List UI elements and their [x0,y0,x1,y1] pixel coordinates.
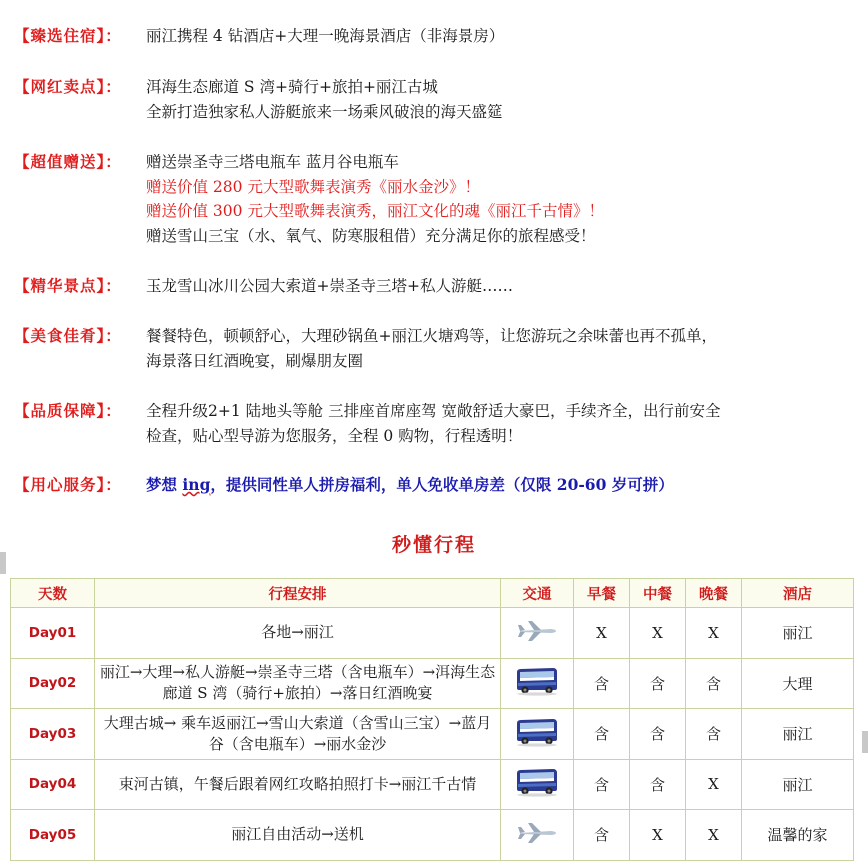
table-row [11,658,854,709]
feature-label: 【品质保障】： [14,401,122,420]
feature-label: 【臻选住宿】： [14,26,122,45]
plan-cell: 各地→丽江 [95,608,501,659]
edge-tick [0,552,6,574]
feature-text-highlight: 赠送价值 300 元大型歌舞表演秀，丽江文化的魂《丽江千古情》！ [146,202,604,220]
service-underlined: ing [182,475,211,494]
table-header-row [11,579,854,608]
service-part: 梦想 [146,475,183,494]
feature-text: 赠送雪山三宝（水、氧气、防寒服租借）充分满足你的旅程感受！ [146,226,596,245]
transport-cell [501,759,574,810]
feature-text: 丽江携程 4 钻酒店+大理一晚海景酒店（非海景房） [146,27,505,45]
breakfast-cell: X [574,608,630,659]
table-row [11,759,854,810]
header-hotel: 酒店 [742,579,854,608]
itinerary-table [10,578,854,861]
day-cell: Day05 [11,810,95,861]
breakfast-cell: 含 [574,658,630,709]
hotel-cell: 丽江 [742,709,854,760]
feature-text: 全新打造独家私人游艇旅来一场乘风破浪的海天盛筵 [146,102,503,121]
dinner-cell: X [686,810,742,861]
feature-text: 赠送崇圣寺三塔电瓶车 蓝月谷电瓶车 [146,153,399,171]
bus-icon [515,666,559,696]
feature-text: 全程升级2+1 陆地头等舱 三排座首席座驾 宽敞舒适大豪巴，手续齐全，出行前安全 [146,402,721,420]
table-row [11,608,854,659]
header-transport: 交通 [501,579,574,608]
dinner-cell: X [686,608,742,659]
breakfast-cell: 含 [574,709,630,760]
plan-cell: 束河古镇，午餐后跟着网红攻略拍照打卡→丽江千古情 [95,759,501,810]
header-plan: 行程安排 [95,579,501,608]
dinner-cell: 含 [686,709,742,760]
feature-label: 【网红卖点】： [14,77,122,96]
lunch-cell: X [630,810,686,861]
header-breakfast: 早餐 [574,579,630,608]
edge-tick [862,731,868,753]
day-cell: Day01 [11,608,95,659]
service-part: ，提供同性单人拼房福利，单人免收单房差（仅限 20-60 岁可拼） [210,475,674,494]
feature-text: 检查，贴心型导游为您服务，全程 0 购物，行程透明！ [146,426,523,445]
itinerary-title: 秒懂行程 [391,534,476,556]
transport-cell [501,810,574,861]
hotel-cell: 温馨的家 [742,810,854,861]
airplane-icon [517,822,557,844]
bus-icon [515,717,559,747]
header-day: 天数 [11,579,95,608]
feature-text-service [146,473,866,498]
lunch-cell: X [630,608,686,659]
lunch-cell: 含 [630,759,686,810]
hotel-cell: 大理 [742,658,854,709]
hotel-cell: 丽江 [742,608,854,659]
airplane-icon [517,620,557,642]
transport-cell [501,658,574,709]
feature-label: 【精华景点】： [14,276,122,295]
dinner-cell: 含 [686,658,742,709]
plan-cell: 丽江→大理→私人游艇→崇圣寺三塔（含电瓶车）→洱海生态廊道 S 湾（骑行+旅拍）→落日红酒晚宴 [95,658,501,709]
header-dinner: 晚餐 [686,579,742,608]
feature-text: 洱海生态廊道 S 湾+骑行+旅拍+丽江古城 [146,78,438,96]
hotel-cell: 丽江 [742,759,854,810]
bus-icon [515,767,559,797]
day-cell: Day03 [11,709,95,760]
breakfast-cell: 含 [574,810,630,861]
dinner-cell: X [686,759,742,810]
feature-text-highlight: 赠送价值 280 元大型歌舞表演秀《丽水金沙》！ [146,177,480,196]
feature-label: 【超值赠送】： [14,152,122,171]
breakfast-cell: 含 [574,759,630,810]
feature-text: 玉龙雪山冰川公园大索道+崇圣寺三塔+私人游艇…… [146,277,513,295]
feature-text: 海景落日红酒晚宴，刷爆朋友圈 [146,351,364,370]
plan-cell: 大理古城→ 乘车返丽江→雪山大索道（含雪山三宝）→蓝月谷（含电瓶车）→丽水金沙 [95,709,501,760]
feature-text: 餐餐特色，顿顿舒心，大理砂锅鱼+丽江火塘鸡等，让您游玩之余味蕾也再不孤单， [146,327,717,345]
plan-cell: 丽江自由活动→送机 [95,810,501,861]
feature-label: 【用心服务】： [14,475,122,494]
day-cell: Day04 [11,759,95,810]
day-cell: Day02 [11,658,95,709]
table-row [11,810,854,861]
feature-label: 【美食佳肴】： [14,326,122,345]
transport-cell [501,608,574,659]
lunch-cell: 含 [630,709,686,760]
transport-cell [501,709,574,760]
header-lunch: 中餐 [630,579,686,608]
lunch-cell: 含 [630,658,686,709]
table-row [11,709,854,760]
